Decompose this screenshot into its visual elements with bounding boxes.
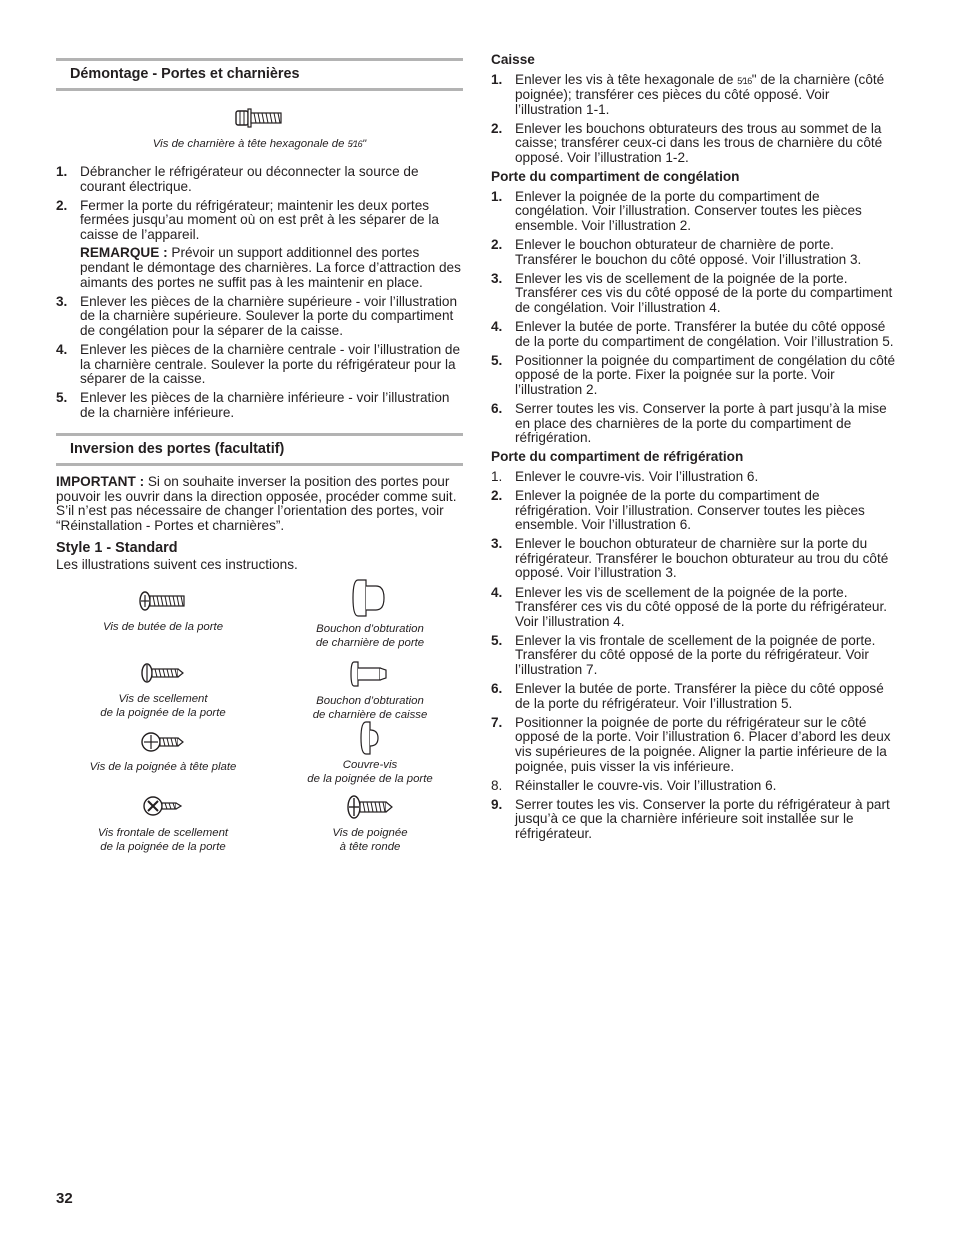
part-handle-mounting-screw: Vis de scellement de la poignée de la porte [56, 662, 270, 720]
list-item: 3. Enlever les vis de scellement de la poignée de la porte. Transférer ces vis du côté opposé de la porte du compartiment de congélation. Voir l’illustration 4. [491, 270, 893, 315]
list-item: 3. Enlever le bouchon obturateur de charnière sur la porte du réfrigérateur. Transférer le bouchon obturateur au trou du côté opposé. Voir l’illustration 3. [491, 536, 889, 581]
part-flat-head-handle-screw: Vis de la poignée à tête plate [56, 730, 270, 774]
list-item: 4. Enlever les vis de scellement de la poignée de la porte. Transférer ces vis du côté opposé de la porte du réfrigérateur. Voir l’illustration 4. [491, 584, 888, 629]
list-item: 6. Serrer toutes les vis. Conserver la porte à part jusqu’à la mise en place des charnières de la porte du compartiment de réfrigération. [491, 400, 887, 446]
door-hinge-plug-icon [352, 578, 388, 618]
screw-cover-icon [358, 720, 382, 756]
subheading-cabinet: Caisse [491, 52, 535, 67]
section-heading-reversal: Inversion des portes (facultatif) [56, 433, 463, 466]
list-item: 1. Enlever les vis à tête hexagonale de 5⁄16" de la charnière (côté poignée); transférer ces pièces du côté opposé. Voir l’illustration 1-1. [491, 71, 885, 117]
hex-hinge-screw-icon [235, 103, 285, 133]
list-item: 8. Réinstaller le couvre-vis. Voir l’illustration 6. [491, 777, 777, 793]
subheading-fridge-door: Porte du compartiment de réfrigération [491, 449, 744, 465]
style-note: Les illustrations suivent ces instructions. [56, 556, 298, 572]
left-column [56, 0, 463, 853]
hex-screw-caption: Vis de charnière à tête hexagonale de 5⁄16" [152, 138, 367, 150]
list-item: 2. Enlever la poignée de la porte du compartiment de réfrigération. Voir l’illustration. Conserver toutes les pièces ensemble. Voir l’illustration 6. [491, 487, 865, 533]
page-number: 32 [56, 1190, 73, 1207]
part-front-mounting-screw: Vis frontale de scellement de la poignée de la porte [56, 794, 270, 854]
list-item: 7. Positionner la poignée de porte du réfrigérateur sur le côté opposé de la porte. Voir l’illustration 6. Placer d’abord les deux vis supérieures de la poignée. Aligner la partie inférieure de la poignée, puis visser la vis inférieure. [491, 714, 891, 774]
list-item: 9. Serrer toutes les vis. Conserver la porte du réfrigérateur à part jusqu’à ce que la charnière inférieure soit installée sur le réfrigérateur. [491, 796, 890, 841]
part-round-head-handle-screw: Vis de poignée à tête ronde [270, 794, 470, 854]
fridge-door-steps [491, 470, 896, 842]
part-door-stop-screw: Vis de butée de la porte [56, 590, 270, 634]
disassembly-steps [56, 165, 463, 421]
list-item: 1. Débrancher le réfrigérateur ou déconnecter la source de courant électrique. [56, 164, 419, 194]
list-item: 5. Positionner la poignée du compartiment de congélation du côté opposé de la porte. Fixer la poignée sur la porte. Voir l’illustration 2. [491, 352, 896, 397]
list-item: 4. Enlever la butée de porte. Transférer la butée du côté opposé de la porte du compartiment de congélation. Voir l’illustration 5. [491, 319, 894, 349]
important-paragraph: IMPORTANT : Si on souhaite inverser la position des portes pour pouvoir les ouvrir dans la direction opposée, procéder comme suit. S’il n’est pas nécessaire de changer l’orientation des portes, voir “Réinstallation - Portes et charnières”. [56, 474, 457, 533]
list-item: 1. Enlever le couvre-vis. Voir l’illustration 6. [491, 468, 759, 484]
right-column [491, 0, 896, 846]
handle-mounting-screw-icon [141, 662, 185, 684]
cabinet-steps [491, 73, 896, 166]
cabinet-hinge-plug-icon [350, 660, 390, 688]
style-heading: Style 1 - Standard [56, 540, 178, 557]
list-item: 2. Enlever les bouchons obturateurs des trous au sommet de la caisse; transférer ceux-ci dans les trous de charnière du côté opposé. Voir l’illustration 1-2. [491, 120, 883, 166]
front-mounting-screw-icon [143, 794, 183, 818]
part-cabinet-hinge-plug: Bouchon d’obturation de charnière de caisse [270, 660, 470, 722]
parts-illustrations [56, 578, 463, 858]
list-item: 5. Enlever les pièces de la charnière inférieure - voir l’illustration de la charnière inférieure. [56, 390, 450, 420]
part-screw-cover: Couvre-vis de la poignée de la porte [270, 720, 470, 786]
list-item: 4. Enlever les pièces de la charnière centrale - voir l’illustration de la charnière centrale. Soulever la porte du réfrigérateur pour la séparer de la caisse. [56, 342, 461, 387]
note: REMARQUE : Prévoir un support additionnel des portes pendant le démontage des charnières. La force d’attraction des aimants des portes ne suffit pas à les maintenir en place. [80, 245, 461, 290]
list-item: 2. Enlever le bouchon obturateur de charnière de porte. Transférer le bouchon du côté opposé. Voir l’illustration 3. [491, 237, 862, 267]
freezer-door-steps [491, 190, 896, 446]
list-item: 5. Enlever la vis frontale de scellement de la poignée de porte. Transférer du côté opposé de la porte du réfrigérateur. Voir l’illustration 7. [491, 632, 876, 677]
flat-head-handle-screw-icon [141, 730, 185, 754]
list-item: 3. Enlever les pièces de la charnière supérieure - voir l’illustration de la charnière supérieure. Soulever la porte du compartiment de congélation pour la séparer de la caisse. [56, 293, 458, 338]
list-item: 1. Enlever la poignée de la porte du compartiment de congélation. Voir l’illustration. Conserver toutes les pièces ensemble. Voir l’illustration 2. [491, 188, 862, 233]
round-head-handle-screw-icon [346, 794, 394, 820]
subheading-freezer-door: Porte du compartiment de congélation [491, 169, 740, 185]
list-item: 6. Enlever la butée de porte. Transférer la pièce du côté opposé de la porte du réfrigérateur. Voir l’illustration 5. [491, 681, 884, 711]
part-door-hinge-plug: Bouchon d’obturation de charnière de porte [270, 578, 470, 650]
section-heading-disassembly: Démontage - Portes et charnières [56, 58, 463, 91]
list-item: 2. Fermer la porte du réfrigérateur; maintenir les deux portes fermées jusqu’au moment où on est prêt à les séparer de la caisse de l’appareil. REMARQUE : Prévoir un support additionnel des portes pendant le démontage des charnières. La force d’attraction des aimants des portes ne suffit pas à les maintenir en place. [56, 199, 463, 291]
door-stop-screw-icon [138, 590, 188, 612]
